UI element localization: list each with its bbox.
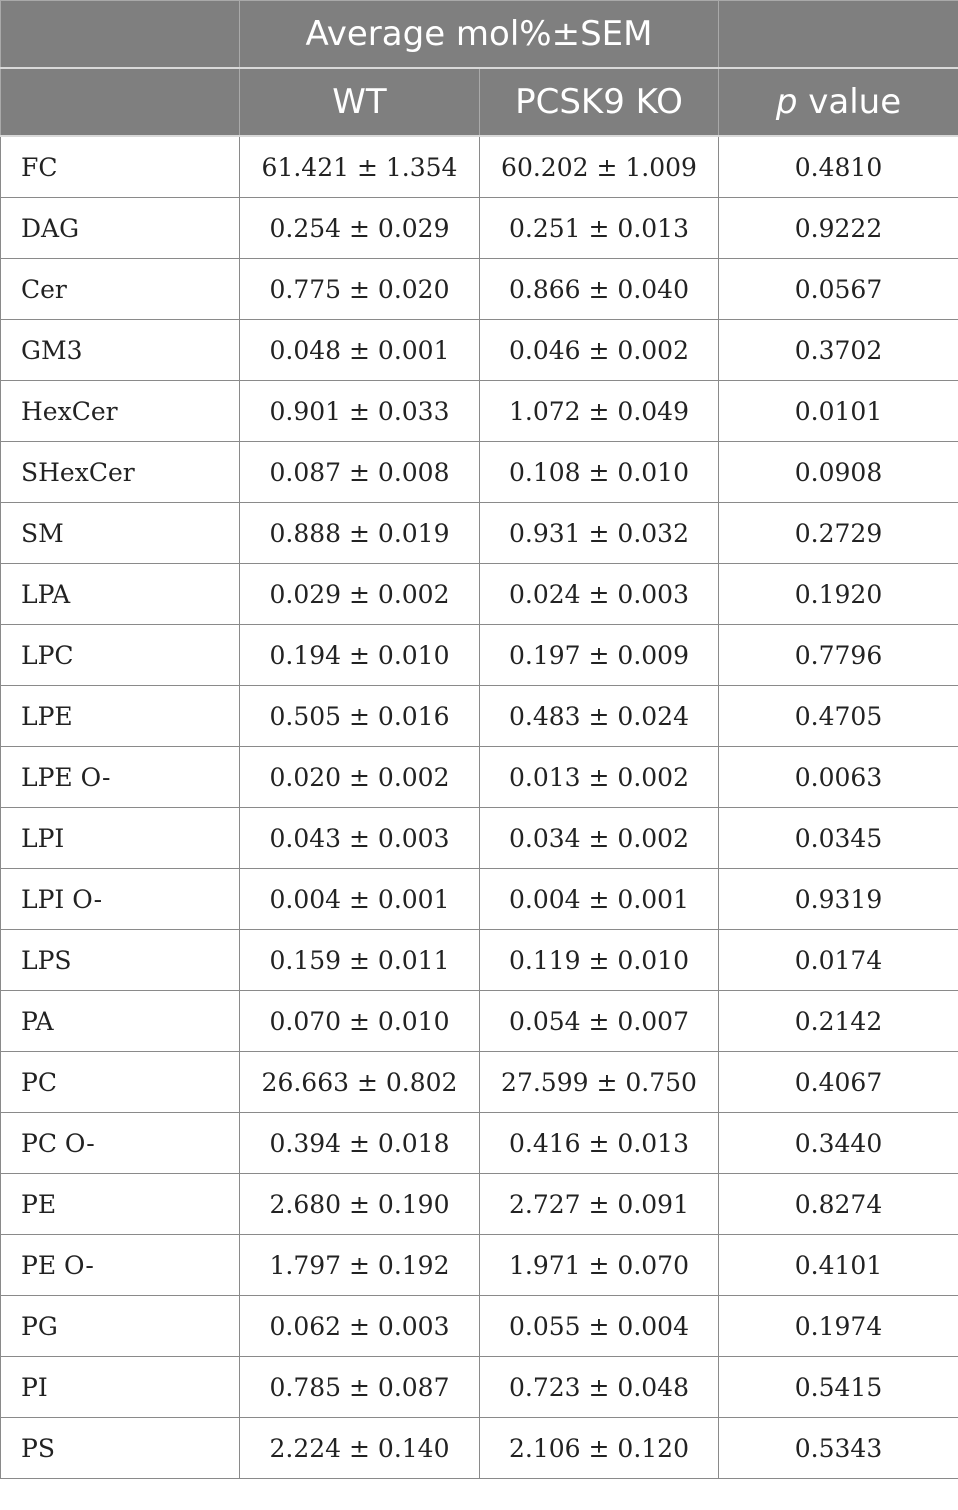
p-value-cell: 0.9222	[719, 198, 958, 259]
wt-value-cell: 2.680 ± 0.190	[240, 1174, 480, 1235]
p-value-cell: 0.1974	[719, 1296, 958, 1357]
table-row	[1, 991, 958, 1052]
table-row	[1, 1174, 958, 1235]
lipid-name-cell: SHexCer	[1, 442, 240, 503]
table-row	[1, 808, 958, 869]
lipid-name-cell: PC	[1, 1052, 240, 1113]
table-row	[1, 259, 958, 320]
p-value-cell: 0.2729	[719, 503, 958, 564]
lipid-name-cell: LPS	[1, 930, 240, 991]
p-value-cell: 0.1920	[719, 564, 958, 625]
p-value-cell: 0.0345	[719, 808, 958, 869]
table-row	[1, 1113, 958, 1174]
wt-value-cell: 0.070 ± 0.010	[240, 991, 480, 1052]
header-empty-corner	[1, 1, 240, 69]
wt-value-cell: 0.043 ± 0.003	[240, 808, 480, 869]
table-row	[1, 320, 958, 381]
p-value-cell: 0.4705	[719, 686, 958, 747]
wt-value-cell: 0.785 ± 0.087	[240, 1357, 480, 1418]
header-p-value	[719, 68, 958, 136]
lipid-name-cell: PA	[1, 991, 240, 1052]
p-value-cell: 0.4067	[719, 1052, 958, 1113]
wt-value-cell: 0.159 ± 0.011	[240, 930, 480, 991]
table-row	[1, 930, 958, 991]
wt-value-cell: 0.048 ± 0.001	[240, 320, 480, 381]
ko-value-cell: 1.072 ± 0.049	[480, 381, 719, 442]
lipid-name-cell: FC	[1, 136, 240, 198]
ko-value-cell: 0.723 ± 0.048	[480, 1357, 719, 1418]
table-row	[1, 1235, 958, 1296]
table-header	[1, 1, 958, 137]
table-row	[1, 136, 958, 198]
p-value-cell: 0.0101	[719, 381, 958, 442]
ko-value-cell: 27.599 ± 0.750	[480, 1052, 719, 1113]
lipid-name-cell: Cer	[1, 259, 240, 320]
wt-value-cell: 0.901 ± 0.033	[240, 381, 480, 442]
header-wt: WT	[240, 68, 480, 136]
ko-value-cell: 0.024 ± 0.003	[480, 564, 719, 625]
p-value-cell: 0.0567	[719, 259, 958, 320]
lipid-name-cell: SM	[1, 503, 240, 564]
ko-value-cell: 0.034 ± 0.002	[480, 808, 719, 869]
ko-value-cell: 0.416 ± 0.013	[480, 1113, 719, 1174]
wt-value-cell: 0.087 ± 0.008	[240, 442, 480, 503]
p-value-cell: 0.0063	[719, 747, 958, 808]
wt-value-cell: 0.394 ± 0.018	[240, 1113, 480, 1174]
ko-value-cell: 0.055 ± 0.004	[480, 1296, 719, 1357]
header-average-mol-sem: Average mol%±SEM	[240, 1, 719, 69]
p-value-cell: 0.5343	[719, 1418, 958, 1479]
table-row	[1, 442, 958, 503]
p-value-cell: 0.4101	[719, 1235, 958, 1296]
header-p-italic: p	[775, 82, 798, 122]
ko-value-cell: 0.483 ± 0.024	[480, 686, 719, 747]
ko-value-cell: 2.727 ± 0.091	[480, 1174, 719, 1235]
ko-value-cell: 0.013 ± 0.002	[480, 747, 719, 808]
wt-value-cell: 0.004 ± 0.001	[240, 869, 480, 930]
wt-value-cell: 2.224 ± 0.140	[240, 1418, 480, 1479]
table-row	[1, 686, 958, 747]
p-value-cell: 0.9319	[719, 869, 958, 930]
lipid-name-cell: PS	[1, 1418, 240, 1479]
table-row	[1, 381, 958, 442]
wt-value-cell: 61.421 ± 1.354	[240, 136, 480, 198]
p-value-cell: 0.0174	[719, 930, 958, 991]
header-p-rest: value	[797, 82, 902, 122]
p-value-cell: 0.5415	[719, 1357, 958, 1418]
header-row-group	[1, 1, 958, 69]
ko-value-cell: 60.202 ± 1.009	[480, 136, 719, 198]
table-row	[1, 198, 958, 259]
p-value-cell: 0.3440	[719, 1113, 958, 1174]
ko-value-cell: 0.004 ± 0.001	[480, 869, 719, 930]
header-empty-right	[719, 1, 958, 69]
wt-value-cell: 1.797 ± 0.192	[240, 1235, 480, 1296]
p-value-cell: 0.4810	[719, 136, 958, 198]
p-value-cell: 0.7796	[719, 625, 958, 686]
ko-value-cell: 2.106 ± 0.120	[480, 1418, 719, 1479]
lipid-name-cell: LPA	[1, 564, 240, 625]
ko-value-cell: 0.251 ± 0.013	[480, 198, 719, 259]
table-row	[1, 503, 958, 564]
lipid-name-cell: HexCer	[1, 381, 240, 442]
table-row	[1, 1418, 958, 1479]
lipid-name-cell: LPE	[1, 686, 240, 747]
wt-value-cell: 0.254 ± 0.029	[240, 198, 480, 259]
lipid-name-cell: PG	[1, 1296, 240, 1357]
ko-value-cell: 0.108 ± 0.010	[480, 442, 719, 503]
wt-value-cell: 0.888 ± 0.019	[240, 503, 480, 564]
table-row	[1, 869, 958, 930]
wt-value-cell: 26.663 ± 0.802	[240, 1052, 480, 1113]
p-value-cell: 0.3702	[719, 320, 958, 381]
lipid-name-cell: PE O-	[1, 1235, 240, 1296]
wt-value-cell: 0.775 ± 0.020	[240, 259, 480, 320]
table-row	[1, 1296, 958, 1357]
ko-value-cell: 0.054 ± 0.007	[480, 991, 719, 1052]
table-row	[1, 625, 958, 686]
header-row-columns	[1, 68, 958, 136]
ko-value-cell: 1.971 ± 0.070	[480, 1235, 719, 1296]
ko-value-cell: 0.046 ± 0.002	[480, 320, 719, 381]
ko-value-cell: 0.931 ± 0.032	[480, 503, 719, 564]
lipid-name-cell: GM3	[1, 320, 240, 381]
header-empty-lipid	[1, 68, 240, 136]
wt-value-cell: 0.062 ± 0.003	[240, 1296, 480, 1357]
p-value-cell: 0.2142	[719, 991, 958, 1052]
table-row	[1, 1052, 958, 1113]
table-row	[1, 1357, 958, 1418]
lipid-name-cell: LPI	[1, 808, 240, 869]
wt-value-cell: 0.505 ± 0.016	[240, 686, 480, 747]
p-value-cell: 0.8274	[719, 1174, 958, 1235]
lipid-name-cell: LPE O-	[1, 747, 240, 808]
table-body	[1, 136, 958, 1479]
table-row	[1, 747, 958, 808]
lipid-name-cell: PE	[1, 1174, 240, 1235]
header-pcsk9-ko: PCSK9 KO	[480, 68, 719, 136]
lipid-name-cell: PI	[1, 1357, 240, 1418]
lipid-name-cell: LPC	[1, 625, 240, 686]
ko-value-cell: 0.197 ± 0.009	[480, 625, 719, 686]
p-value-cell: 0.0908	[719, 442, 958, 503]
lipid-name-cell: PC O-	[1, 1113, 240, 1174]
ko-value-cell: 0.119 ± 0.010	[480, 930, 719, 991]
wt-value-cell: 0.029 ± 0.002	[240, 564, 480, 625]
wt-value-cell: 0.020 ± 0.002	[240, 747, 480, 808]
table-row	[1, 564, 958, 625]
wt-value-cell: 0.194 ± 0.010	[240, 625, 480, 686]
lipid-name-cell: LPI O-	[1, 869, 240, 930]
ko-value-cell: 0.866 ± 0.040	[480, 259, 719, 320]
lipid-name-cell: DAG	[1, 198, 240, 259]
